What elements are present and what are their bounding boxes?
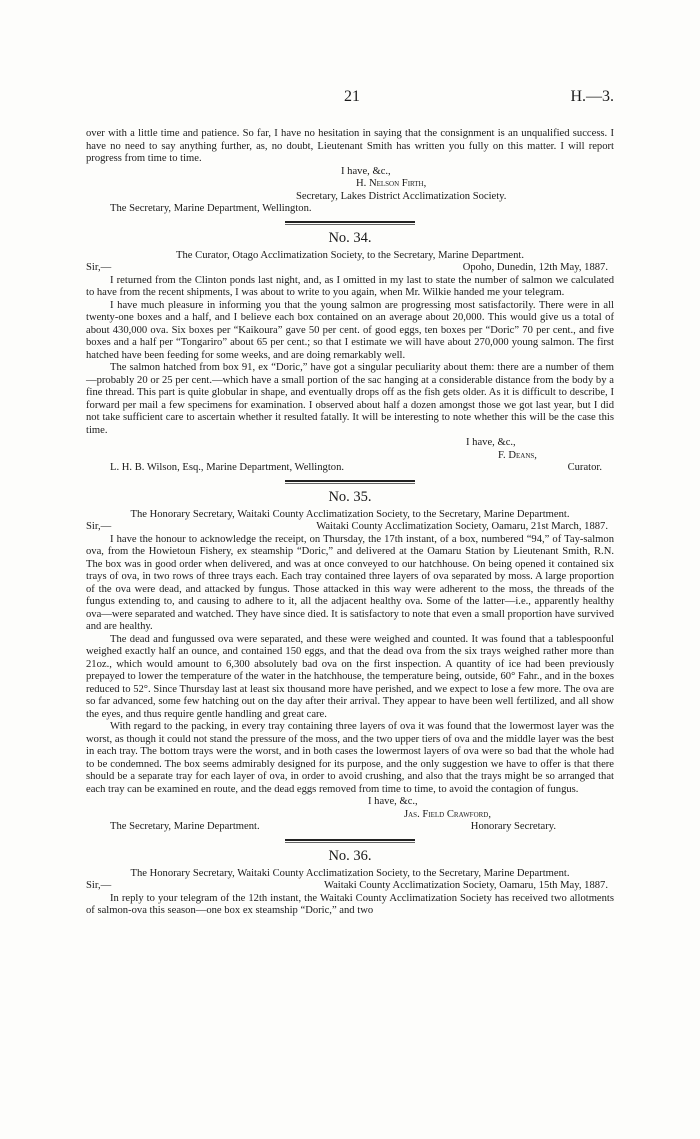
salutation-row — [86, 521, 614, 534]
closing: I have, &c., — [466, 437, 516, 448]
recipient-row — [86, 462, 614, 475]
salutation: Sir,— — [86, 262, 112, 273]
salutation-row — [86, 880, 614, 893]
letter-number: No. 36. — [328, 847, 372, 864]
closing: I have, &c., — [341, 165, 391, 177]
letter-paragraph: With regard to the packing, in every tray containing three layers of ova it was found that the lowermost layer was the worst, as though it could not stand the pressure of the moss, and the two upper tiers of ova and the middle layer was the best in each tray. The bottom trays were the worst, and in both cases the lowermost layers of ova were so bad that the whole had to be condemned. The box seems admirably designed for its purpose, and the only suggestion we have to offer is that there should be a separate tray for each layer of ova, in order to avoid crushing, and also that the trays might be so arranged that each tray can be examined en route, and the dead eggs removed from time to time, to avoid the contagion of fungus. — [86, 721, 614, 795]
letter-number: No. 35. — [328, 488, 372, 505]
signer: F. Deans, — [498, 449, 537, 461]
letter-paragraph: over with a little time and patience. So far, I have no hesitation in saying that the consignment is an unqualified success. I have no need to say anything further, as, no doubt, Lieutenant Smith has written you fully on this matter. I will report progress from time to time. — [86, 128, 614, 164]
letter-34 — [86, 229, 614, 475]
recipient: The Secretary, Marine Department. — [110, 821, 260, 832]
letter-number: No. 34. — [328, 229, 372, 246]
letter-address: The Honorary Secretary, Waitaki County Acclimatization Society, to the Secretary, Marine Department. — [130, 867, 570, 879]
signer-title: Curator. — [567, 462, 602, 473]
letter-paragraph: I returned from the Clinton ponds last night, and, as I omitted in my last to state the number of salmon we calculated to have from the recent shipments, I was about to write to you again, when Mr. Wilkie handed me your telegram. — [86, 274, 614, 298]
letter-36 — [86, 847, 614, 918]
letter-paragraph: I have much pleasure in informing you that the young salmon are progressing most satisfactorily. There were in all twenty-one boxes and a half, and I believe each box contained on an average about 20,000. This would give us a total of about 430,000 ova. Six boxes per “Kaikoura” gave 50 per cent. of good eggs, ten boxes per “Doric” 70 per cent., and five boxes and a half per “Tongariro” about 65 per cent.; so that I estimate we will have about 270,000 young salmon. The first hatched have been feeding for some weeks, and are doing remarkably well. — [86, 299, 614, 361]
signer: Jas. Field Crawford, — [404, 808, 492, 820]
section-divider — [285, 839, 415, 843]
dateline: Waitaki County Acclimatization Society, Oamaru, 21st March, 1887. — [316, 521, 608, 532]
recipient: The Secretary, Marine Department, Wellington. — [110, 203, 312, 214]
salutation: Sir,— — [86, 521, 112, 532]
section-divider — [285, 480, 415, 484]
salutation-row — [86, 262, 614, 275]
page-number: 21 — [344, 88, 360, 105]
letter-paragraph: I have the honour to acknowledge the receipt, on Thursday, the 17th instant, of a box, numbered “94,” of Tay-salmon ova, from the Howietoun Fishery, ex steamship “Doric,” and delivered at the Oamaru Station by Lieutenant Smith, R.N. The box was in good order when delivered, and was at once conveyed to our hatchhouse. On being opened it contained six trays of ova, in two rows of three trays each. Each tray contained three layers of ova separated by moss. A large proportion of the ova were dead, and attacked by fungus. Those attacked in this way were adherent to the moss, the threads of the fungus extending to, and causing to adhere to it, all the adjacent healthy ova. Some of the latter—i.e., apparently healthy ova—were separated and watched. They have since died. It is satisfactory to note that even a small proportion have survived and are healthy. — [86, 533, 614, 632]
signer-title: Secretary, Lakes District Acclimatization Society. — [296, 190, 507, 202]
salutation: Sir,— — [86, 880, 112, 891]
letter-address: The Honorary Secretary, Waitaki County Acclimatization Society, to the Secretary, Marine Department. — [130, 508, 570, 520]
dateline: Waitaki County Acclimatization Society, Oamaru, 15th May, 1887. — [323, 880, 608, 891]
closing: I have, &c., — [368, 796, 418, 807]
letter-paragraph: The dead and fungussed ova were separated, and these were weighed and counted. It was found that a tablespoonful weighed exactly half an ounce, and contained 150 eggs, and that the dead ova from the six trays weighed rather more than 21oz., which would amount to 6,300 absolutely bad ova on the first inspection. A quantity of ice had been previously prepayed to lower the temperature of the water in the hatchhouse, the temperature being, outside, 60° Fahr., and in the boxes reduced to 52°. Since Thursday last at least six thousand more have perished, and we expect to lose a few more. The ova are so far advanced, some few hatching out on the day after their arrival. They appear to have been well fertilized, and all show the eyes, and thus require gentle handling and great care. — [86, 633, 614, 720]
letter-paragraph: The salmon hatched from box 91, ex “Doric,” have got a singular peculiarity about them: there are a number of them—probably 20 or 25 per cent.—which have a small portion of the sac hanging at a considerable distance from the body by a fine thread. This part is quite globular in shape, and eventually drops off as the fish gets older. As it is difficult to describe, I forward per mail a few specimens for examination. I observed about half a dozen amongst those we got last year, but I did not take sufficient care to ascertain whether it resulted fatally. It will be interesting to note whether this will be the case this time. — [86, 362, 614, 436]
letter-33-continuation — [86, 128, 614, 216]
signer-title: Honorary Secretary. — [470, 821, 556, 832]
letter-address: The Curator, Otago Acclimatization Society, to the Secretary, Marine Department. — [176, 249, 524, 261]
section-divider — [285, 221, 415, 225]
recipient-row — [86, 821, 614, 834]
document-reference: H.—3. — [570, 88, 614, 105]
dateline: Opoho, Dunedin, 12th May, 1887. — [462, 262, 608, 273]
letter-paragraph: In reply to your telegram of the 12th instant, the Waitaki County Acclimatization Society has received two allotments of salmon-ova this season—one box ex steamship “Doric,” and two — [86, 892, 614, 916]
page-header — [86, 0, 614, 128]
recipient: L. H. B. Wilson, Esq., Marine Department, Wellington. — [110, 462, 345, 473]
signer: H. Nelson Firth, — [356, 178, 427, 189]
letter-35 — [86, 488, 614, 834]
